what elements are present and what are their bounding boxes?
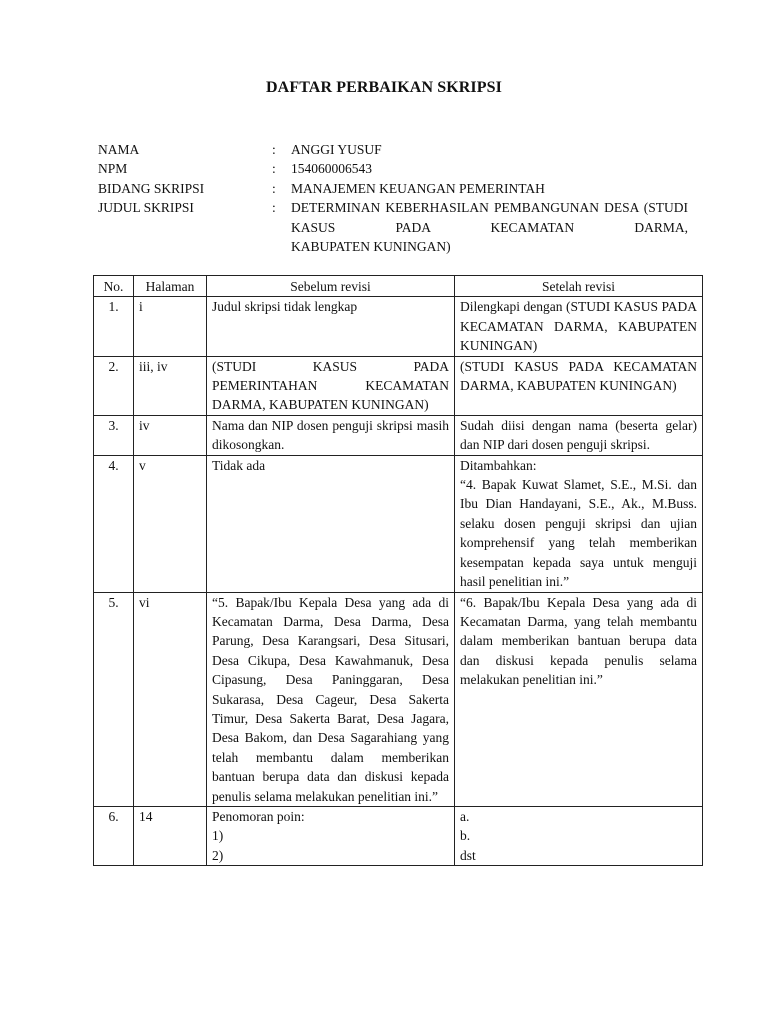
cell-before: Tidak ada [207,455,455,592]
info-separator: : [272,180,276,196]
table-header-row [94,276,703,297]
cell-after: Dilengkapi dengan (STUDI KASUS PADA KECAMATAN DARMA, KABUPATEN KUNINGAN) [455,297,703,356]
cell-after [455,455,703,592]
cell-no: 1. [94,297,134,356]
table-row [94,297,703,356]
cell-before: Penomoran poin: 1) 2) [207,806,455,865]
cell-after: (STUDI KASUS PADA KECAMATAN DARMA, KABUPATEN KUNINGAN) [455,356,703,415]
info-row-bidang [98,179,688,198]
info-label: JUDUL SKRIPSI [98,200,194,216]
cell-after: “6. Bapak/Ibu Kepala Desa yang ada di Kecamatan Darma, yang telah membantu dalam memberikan bantuan berupa data dan diskusi kepada penulis selama melakukan penelitian ini.” [455,592,703,806]
cell-no: 6. [94,806,134,865]
info-separator: : [272,142,276,157]
cell-before: (STUDI KASUS PADA PEMERINTAHAN KECAMATAN DARMA, KABUPATEN KUNINGAN) [207,356,455,415]
info-separator: : [272,200,276,216]
info-separator: : [272,161,276,177]
info-value-judul [291,198,688,256]
cell-no: 2. [94,356,134,415]
info-value-bidang: MANAJEMEN KEUANGAN PEMERINTAH [291,180,545,196]
page-title: DAFTAR PERBAIKAN SKRIPSI [266,79,502,96]
info-value-npm: 154060006543 [291,161,372,177]
cell-page: 14 [134,806,207,865]
cell-after: a. b. dst [455,806,703,865]
header-halaman: Halaman [134,276,207,297]
info-label: NAMA [98,142,140,157]
cell-before: “5. Bapak/Ibu Kepala Desa yang ada di Kecamatan Darma, Desa Darma, Desa Parung, Desa Karangsari, Desa Situsari, Desa Cikupa, Desa Kawahmanuk, Desa Cipasung, Desa Paninggaran, Desa Sukarasa, Desa Cageur, Desa Sakerta Timur, Desa Sakerta Barat, Desa Jagara, Desa Bakom, dan Desa Sagarahiang yang telah membantu dalam memberikan bantuan berupa data dan diskusi kepada penulis selama melakukan penelitian ini.” [207,592,455,806]
cell-no: 4. [94,455,134,592]
header-sebelum: Sebelum revisi [207,276,455,297]
header-no: No. [94,276,134,297]
student-info [98,140,688,256]
cell-before: Nama dan NIP dosen penguji skripsi masih dikosongkan. [207,415,455,455]
table-row [94,592,703,806]
table-row [94,415,703,455]
cell-page: iii, iv [134,356,207,415]
info-row-nama [98,140,688,159]
cell-no: 3. [94,415,134,455]
header-setelah: Setelah revisi [455,276,703,297]
judul-main: DETERMINAN KEBERHASILAN PEMBANGUNAN DESA (STUDI KASUS PADA KECAMATAN DARMA, [291,200,688,235]
info-row-npm [98,159,688,178]
after-text: “4. Bapak Kuwat Slamet, S.E., M.Si. dan Ibu Dian Handayani, S.E., Ak., M.Buss. selaku dosen penguji skripsi dan ujian komprehensif yang telah memberikan kesempatan kepada saya untuk menguji hasil penelitian ini.” [460,477,697,590]
cell-after: Sudah diisi dengan nama (beserta gelar) dan NIP dari dosen penguji skripsi. [455,415,703,455]
cell-page: v [134,455,207,592]
table-row [94,356,703,415]
table-row [94,455,703,592]
cell-page: vi [134,592,207,806]
after-intro: Ditambahkan: [460,457,537,473]
info-row-judul [98,198,688,256]
judul-last-line: KABUPATEN KUNINGAN) [291,239,451,255]
cell-before: Judul skripsi tidak lengkap [207,297,455,356]
table-row [94,806,703,865]
cell-page: iv [134,415,207,455]
info-label: NPM [98,161,128,177]
revision-table [93,275,703,866]
info-label: BIDANG SKRIPSI [98,180,205,196]
cell-no: 5. [94,592,134,806]
info-value-nama: ANGGI YUSUF [291,142,382,157]
cell-page: i [134,297,207,356]
